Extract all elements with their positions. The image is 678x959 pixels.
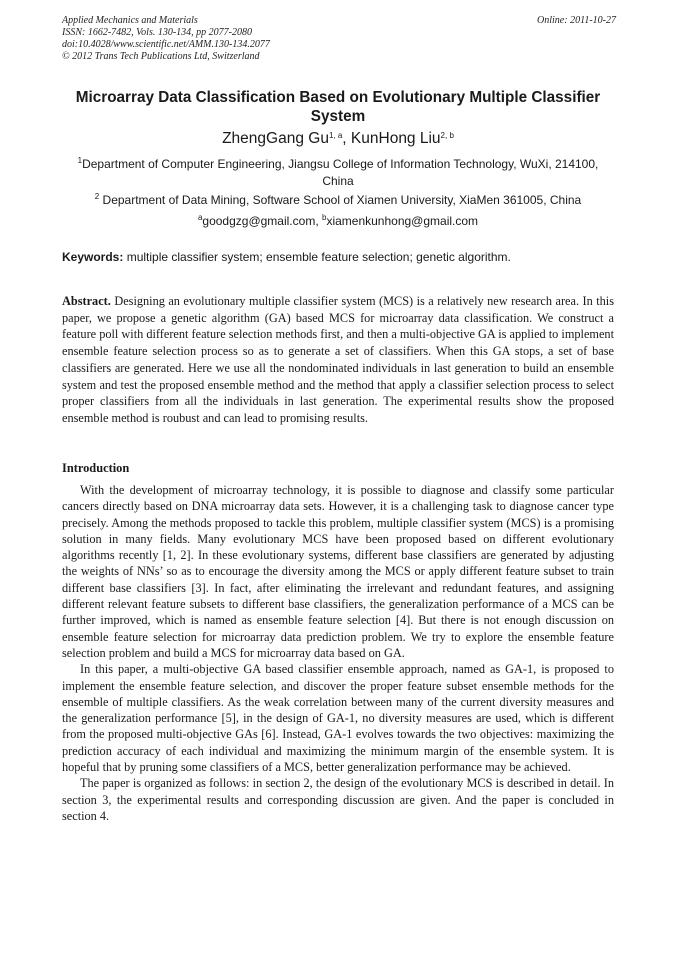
email-line — [62, 213, 614, 230]
paper-title: Microarray Data Classification Based on Evolutionary Multiple Classifier System — [75, 89, 601, 125]
abstract — [62, 293, 614, 427]
email-address[interactable]: xiamenkunhong@gmail.com — [326, 214, 479, 228]
section-heading-introduction: Introduction — [62, 461, 130, 475]
author-name: KunHong Liu — [350, 130, 441, 147]
keywords-text: multiple classifier system; ensemble feature selection; genetic algorithm. — [123, 250, 511, 264]
author-separator: , — [342, 130, 351, 147]
affiliation-marker: 2 — [94, 192, 100, 201]
affiliation-1 — [62, 156, 614, 190]
keywords-label: Keywords: — [62, 250, 124, 264]
author-name: ZhengGang Gu — [222, 130, 329, 147]
abstract-label: Abstract. — [62, 294, 111, 308]
keywords — [62, 249, 614, 266]
paragraph: In this paper, a multi-objective GA based classifier ensemble approach, named as GA-1, is proposed to implement the ensemble feature selection, and discover the proper feature subset ensemble methods for the ensemble of multiple classifiers. As the weak correlation between many of the current diversity measures and the generalization performance [5], in the design of GA-1, no diversity measures are used, which is different from the proposed multi-objective GAs [6]. Instead, GA-1 evolves towards the two objectives: maximizing the prediction accuracy of each individual and maximizing the minimum margin of the ensemble system. It is hopeful that by pruning some classifiers of a MCS, better generalization performance may be achieved. — [62, 662, 614, 775]
email-address[interactable]: goodgzg@gmail.com — [202, 214, 316, 228]
email-marker: b — [321, 213, 327, 222]
author-affiliation-marker: 2, b — [440, 131, 454, 140]
author-line — [62, 129, 614, 149]
abstract-text: Designing an evolutionary multiple classifier system (MCS) is a relatively new research area. In this paper, we propose a genetic algorithm (GA) based MCS for microarray data classification. We construct a feature poll with different feature selection methods first, and then a multi-objective GA is applied to implement ensemble feature selection process so as to generate a set of classifiers. When this GA stops, a set of base classifiers are generated. Here we use all the nondominated individuals in last generation to build an ensemble system and test the proposed ensemble method and the method that apply a classifier selection process to select proper classifiers from all the individuals in last generation. The experimental results show the proposed ensemble method is roubust and can lead to promising results. — [62, 294, 614, 425]
journal-header — [62, 15, 270, 63]
affiliation-2 — [62, 192, 614, 209]
email-separator: , — [315, 214, 322, 228]
affiliation-text: Department of Computer Engineering, Jiangsu College of Information Technology, WuXi, 214100, China — [82, 157, 599, 188]
affiliation-text: Department of Data Mining, Software School of Xiamen University, XiaMen 361005, China — [99, 193, 582, 207]
paragraph: The paper is organized as follows: in section 2, the design of the evolutionary MCS is described in detail. In section 3, the experimental results and corresponding discussion are given. And the paper is concluded in section 4. — [62, 776, 614, 823]
author-affiliation-marker: 1, a — [328, 131, 343, 140]
email-marker: a — [197, 213, 203, 222]
doi-line: doi:10.4028/www.scientific.net/AMM.130-134.2077 — [62, 39, 270, 50]
issn-line: ISSN: 1662-7482, Vols. 130-134, pp 2077-2080 — [62, 27, 252, 38]
paragraph: With the development of microarray technology, it is possible to diagnose and classify some particular cancers directly based on DNA microarray data sets. However, it is a challenging task to diagnose cancer type precisely. Among the methods proposed to tackle this problem, multiple classifier system (MCS) is a promising solution in many fields. Many evolutionary MCS have been proposed based on different evolutionary algorithms recently [1, 2]. In these evolutionary systems, different base classifiers are generated by adjusting the weights of NNs’ so as to encourage the diversity among the MCS or apply different feature subset to train different base classifiers [3]. In fact, after eliminating the irrelevant and redundant features, and assigning different relevant feature subsets to different base classifiers, the generalization performance of a MCS can be further improved, which is named as ensemble feature selection [4]. But there is not enough discussion on ensemble feature selection for microarray data prediction problem. We try to explore the ensemble feature selection problem and build a MCS for microarray data based on GA. — [62, 483, 614, 660]
online-date: Online: 2011-10-27 — [537, 15, 616, 26]
copyright-line: © 2012 Trans Tech Publications Ltd, Switzerland — [62, 51, 260, 62]
affiliation-marker: 1 — [77, 156, 83, 165]
introduction-body — [62, 482, 614, 824]
journal-name: Applied Mechanics and Materials — [62, 15, 198, 26]
